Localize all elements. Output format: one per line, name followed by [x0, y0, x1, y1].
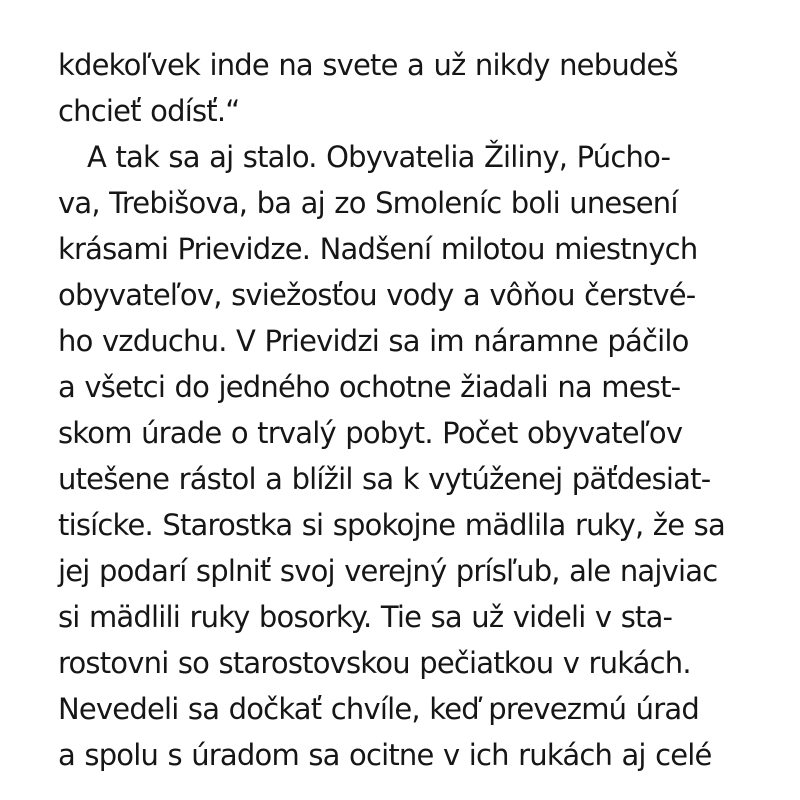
text-line: tisícke. Starostka si spokojne mädlila ruky, že sa: [58, 508, 725, 542]
body-text: [58, 42, 758, 778]
text-line: Nevedeli sa dočkať chvíle, keď prevezmú úrad: [58, 692, 699, 726]
text-line: va, Trebišova, ba aj zo Smoleníc boli unesení: [58, 186, 678, 220]
text-line: rostovni so starostovskou pečiatkou v rukách.: [58, 646, 691, 680]
text-line: obyvateľov, sviežosťou vody a vôňou čerstvé-: [58, 278, 696, 312]
text-line: a všetci do jedného ochotne žiadali na mest-: [58, 370, 681, 404]
text-line: chcieť odísť.“: [58, 94, 240, 128]
text-line: si mädlili ruky bosorky. Tie sa už videli v sta-: [58, 600, 673, 634]
text-line: kdekoľvek inde na svete a už nikdy nebudeš: [58, 48, 678, 82]
text-line: a spolu s úradom sa ocitne v ich rukách aj celé: [58, 738, 712, 772]
text-line: jej podarí splniť svoj verejný prísľub, ale najviac: [58, 554, 718, 588]
text-line: krásami Prievidze. Nadšení milotou miestnych: [58, 232, 698, 266]
text-line: utešene rástol a blížil sa k vytúženej päťdesiat-: [58, 462, 711, 496]
text-line: ho vzduchu. V Prievidzi sa im náramne páčilo: [58, 324, 689, 358]
text-line: skom úrade o trvalý pobyt. Počet obyvateľov: [58, 416, 683, 450]
paragraph-start-line: A tak sa aj stalo. Obyvatelia Žiliny, Púcho-: [87, 140, 671, 174]
